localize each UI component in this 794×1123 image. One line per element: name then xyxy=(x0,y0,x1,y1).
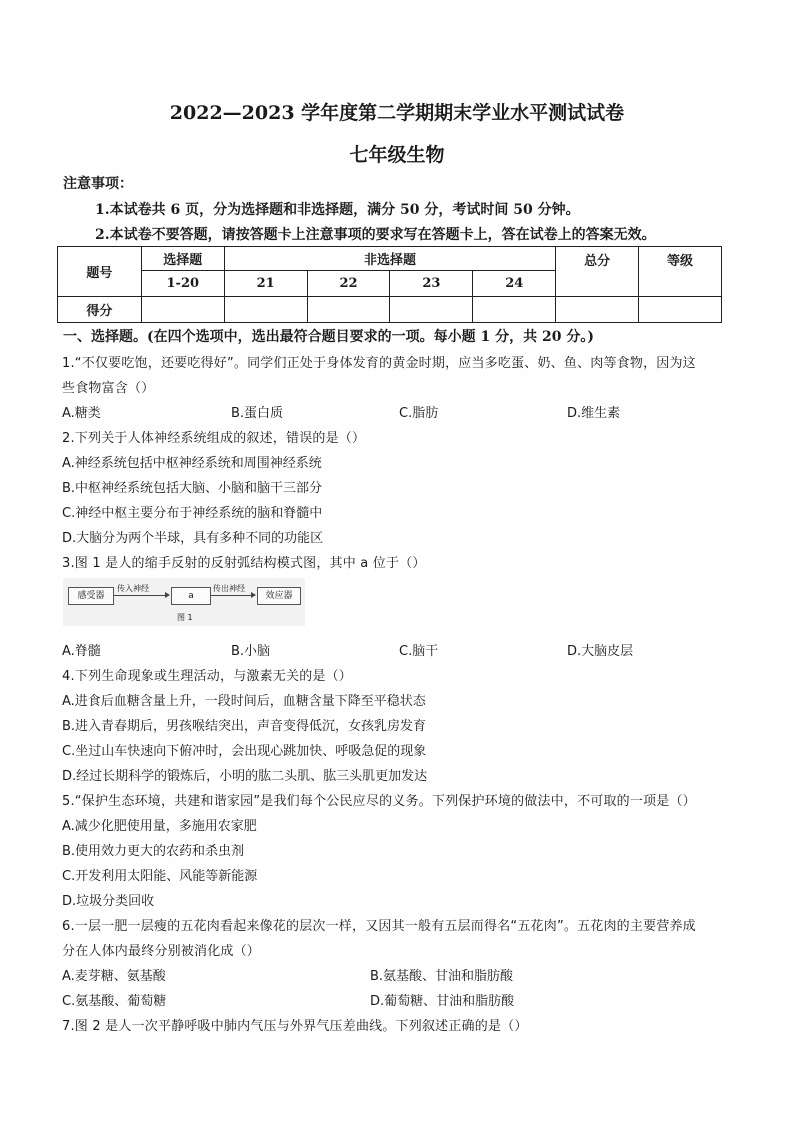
q6-stem-line2: 分在人体内最终分别被消化成（） xyxy=(62,944,261,959)
q2-option-d[interactable]: D.大脑分为两个半球，具有多种不同的功能区 xyxy=(62,531,324,546)
q4-option-d[interactable]: D.经过长期科学的锻炼后，小明的肱二头肌、肱三头肌更加发达 xyxy=(62,769,428,784)
efferent-arrow xyxy=(211,595,252,596)
q1-option-d[interactable]: D.维生素 xyxy=(567,406,621,421)
q6-option-a[interactable]: A.麦芽糖、氨基酸 xyxy=(62,969,166,984)
notice-heading: 注意事项： xyxy=(63,176,133,192)
q2-option-b[interactable]: B.中枢神经系统包括大脑、小脑和脑干三部分 xyxy=(62,481,323,496)
score-table xyxy=(57,246,722,323)
q6-option-b[interactable]: B.氨基酸、甘油和脂肪酸 xyxy=(370,969,514,984)
row-score-label: 得分 xyxy=(58,297,142,323)
q2-option-c[interactable]: C.神经中枢主要分布于神经系统的脑和脊髓中 xyxy=(62,506,323,521)
q3-stem: 3.图 1 是人的缩手反射的反射弧结构模式图，其中 a 位于（） xyxy=(62,556,426,571)
score-cell-q23[interactable] xyxy=(390,297,473,323)
header-q24: 24 xyxy=(473,271,556,297)
score-cell-total[interactable] xyxy=(556,297,639,323)
q6-option-d[interactable]: D.葡萄糖、甘油和脂肪酸 xyxy=(370,994,515,1009)
exam-title: 2022—2023 学年度第二学期期末学业水平测试试卷 xyxy=(169,102,625,124)
header-xuanze-range: 1-20 xyxy=(141,271,224,297)
q1-stem-line2: 些食物富含（） xyxy=(62,381,155,396)
q2-option-a[interactable]: A.神经系统包括中枢神经系统和周围神经系统 xyxy=(62,456,322,471)
q5-option-d[interactable]: D.垃圾分类回收 xyxy=(62,894,155,909)
q1-option-a[interactable]: A.糖类 xyxy=(62,406,101,421)
efferent-arrow-head xyxy=(251,592,256,598)
q1-stem-line1: 1.“不仅要吃饱，还要吃得好”。同学们正处于身体发育的黄金时期，应当多吃蛋、奶、鱼、肉等食物，因为这 xyxy=(62,356,696,371)
header-total: 总分 xyxy=(556,247,639,297)
efferent-nerve-label: 传出神经 xyxy=(213,584,245,593)
score-cell-grade[interactable] xyxy=(639,297,722,323)
q1-option-b[interactable]: B.蛋白质 xyxy=(231,406,284,421)
header-grade: 等级 xyxy=(639,247,722,297)
score-cell-q21[interactable] xyxy=(224,297,307,323)
q2-stem: 2.下列关于人体神经系统组成的叙述，错误的是（） xyxy=(62,431,366,446)
q3-option-d[interactable]: D.大脑皮层 xyxy=(567,644,634,659)
q5-stem: 5.“保护生态环境，共建和谐家园”是我们每个公民应尽的义务。下列保护环境的做法中，不可取的一项是（） xyxy=(62,794,696,809)
q4-option-c[interactable]: C.坐过山车快速向下俯冲时，会出现心跳加快、呼吸急促的现象 xyxy=(62,744,427,759)
section-1-heading: 一、选择题。(在四个选项中，选出最符合题目要求的一项。每小题 1 分，共 20 分。) xyxy=(63,329,594,345)
header-xuanze: 选择题 xyxy=(141,247,224,271)
score-cell-xuanze[interactable] xyxy=(141,297,224,323)
score-cell-q22[interactable] xyxy=(307,297,390,323)
q3-option-b[interactable]: B.小脑 xyxy=(231,644,271,659)
q6-stem-line1: 6.一层一肥一层瘦的五花肉看起来像花的层次一样，又因其一般有五层而得名“五花肉”。五花肉的主要营养成 xyxy=(62,919,696,934)
figure-1-caption: 图 1 xyxy=(177,613,193,622)
header-q23: 23 xyxy=(390,271,473,297)
afferent-arrow xyxy=(114,595,166,596)
header-q21: 21 xyxy=(224,271,307,297)
q3-option-c[interactable]: C.脑干 xyxy=(399,644,439,659)
effector-box: 效应器 xyxy=(257,587,301,605)
q4-option-b[interactable]: B.进入青春期后，男孩喉结突出，声音变得低沉，女孩乳房发育 xyxy=(62,719,427,734)
center-a-box: a xyxy=(171,587,211,605)
q1-option-c[interactable]: C.脂肪 xyxy=(399,406,439,421)
score-cell-q24[interactable] xyxy=(473,297,556,323)
header-tihao: 题号 xyxy=(58,247,142,297)
q5-option-c[interactable]: C.开发利用太阳能、风能等新能源 xyxy=(62,869,258,884)
notice-item-2: 2.本试卷不要答题，请按答题卡上注意事项的要求写在答题卡上，答在试卷上的答案无效。 xyxy=(95,227,656,243)
q7-stem: 7.图 2 是人一次平静呼吸中肺内气压与外界气压差曲线。下列叙述正确的是（） xyxy=(62,1019,528,1034)
q3-option-a[interactable]: A.脊髓 xyxy=(62,644,101,659)
notice-item-1: 1.本试卷共 6 页，分为选择题和非选择题，满分 50 分，考试时间 50 分钟。 xyxy=(95,202,580,218)
afferent-arrow-head xyxy=(165,592,170,598)
header-feixuanze: 非选择题 xyxy=(224,247,556,271)
q4-option-a[interactable]: A.进食后血糖含量上升，一段时间后，血糖含量下降至平稳状态 xyxy=(62,694,426,709)
exam-subtitle: 七年级生物 xyxy=(349,144,445,166)
q6-option-c[interactable]: C.氨基酸、葡萄糖 xyxy=(62,994,167,1009)
reflex-arc-figure xyxy=(63,578,305,626)
receptor-box: 感受器 xyxy=(68,587,114,605)
afferent-nerve-label: 传入神经 xyxy=(117,584,149,593)
q5-option-a[interactable]: A.减少化肥使用量，多施用农家肥 xyxy=(62,819,257,834)
q4-stem: 4.下列生命现象或生理活动，与激素无关的是（） xyxy=(62,669,353,684)
header-q22: 22 xyxy=(307,271,390,297)
q5-option-b[interactable]: B.使用效力更大的农药和杀虫剂 xyxy=(62,844,245,859)
